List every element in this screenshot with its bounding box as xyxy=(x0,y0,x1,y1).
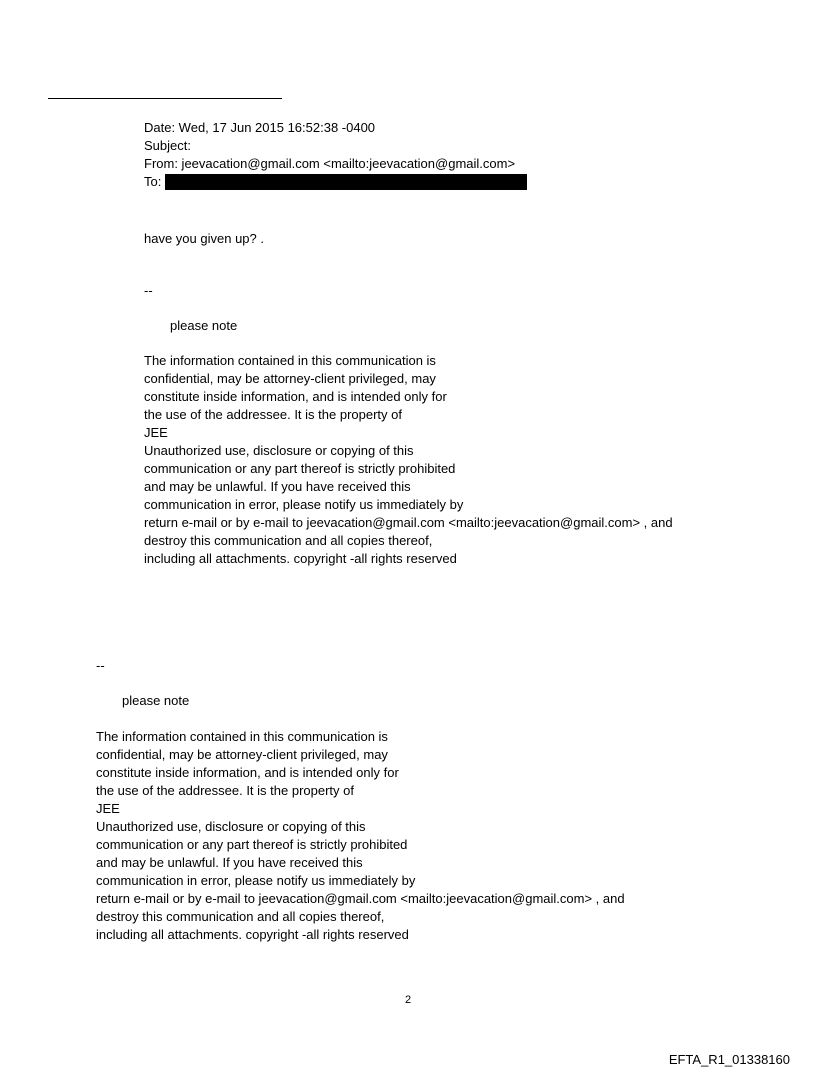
disclaimer-line: Unauthorized use, disclosure or copying of this xyxy=(144,443,414,458)
date-line: Date: Wed, 17 Jun 2015 16:52:38 -0400 xyxy=(144,120,376,135)
disclaimer-line: the use of the addressee. It is the property of xyxy=(96,783,354,798)
please-note-heading: please note xyxy=(170,318,238,333)
message-text: have you given up? . xyxy=(144,231,264,246)
redaction-bar xyxy=(165,174,527,190)
please-note-heading: please note xyxy=(122,693,190,708)
disclaimer-line: communication or any part thereof is strictly prohibited xyxy=(144,461,456,476)
disclaimer-line: return e-mail or by e-mail to jeevacation@gmail.com <mailto:jeevacation@gmail.com> , and xyxy=(96,891,625,906)
disclaimer-line: The information contained in this communication is xyxy=(144,353,436,368)
disclaimer-line: communication in error, please notify us immediately by xyxy=(144,497,464,512)
signature-separator: -- xyxy=(144,283,153,298)
disclaimer-block xyxy=(144,352,673,568)
to-line xyxy=(144,173,527,191)
disclaimer-line: destroy this communication and all copies thereof, xyxy=(96,909,385,924)
signature-separator: -- xyxy=(96,658,105,673)
disclaimer-line: and may be unlawful. If you have received this xyxy=(144,479,411,494)
email-header xyxy=(144,119,527,191)
disclaimer-line: the use of the addressee. It is the property of xyxy=(144,407,402,422)
disclaimer-line: return e-mail or by e-mail to jeevacation@gmail.com <mailto:jeevacation@gmail.com> , and xyxy=(144,515,673,530)
disclaimer-line: confidential, may be attorney-client privileged, may xyxy=(144,371,436,386)
document-id: EFTA_R1_01338160 xyxy=(668,1052,790,1067)
disclaimer-line: JEE xyxy=(144,425,168,440)
message-body xyxy=(144,230,264,248)
disclaimer-block xyxy=(96,728,625,944)
to-label: To: xyxy=(144,174,162,189)
disclaimer-line: communication in error, please notify us immediately by xyxy=(96,873,416,888)
disclaimer-line: including all attachments. copyright -all rights reserved xyxy=(96,927,409,942)
disclaimer-line: confidential, may be attorney-client privileged, may xyxy=(96,747,388,762)
disclaimer-line: including all attachments. copyright -all rights reserved xyxy=(144,551,457,566)
disclaimer-line: constitute inside information, and is intended only for xyxy=(144,389,447,404)
disclaimer-line: communication or any part thereof is strictly prohibited xyxy=(96,837,408,852)
page-number: 2 xyxy=(404,994,412,1006)
separator-rule xyxy=(48,98,282,99)
disclaimer-line: Unauthorized use, disclosure or copying of this xyxy=(96,819,366,834)
disclaimer-line: and may be unlawful. If you have received this xyxy=(96,855,363,870)
disclaimer-line: destroy this communication and all copies thereof, xyxy=(144,533,433,548)
disclaimer-line: The information contained in this communication is xyxy=(96,729,388,744)
disclaimer-line: JEE xyxy=(96,801,120,816)
disclaimer-line: constitute inside information, and is intended only for xyxy=(96,765,399,780)
from-line: From: jeevacation@gmail.com <mailto:jeevacation@gmail.com> xyxy=(144,156,516,171)
subject-line: Subject: xyxy=(144,138,191,153)
